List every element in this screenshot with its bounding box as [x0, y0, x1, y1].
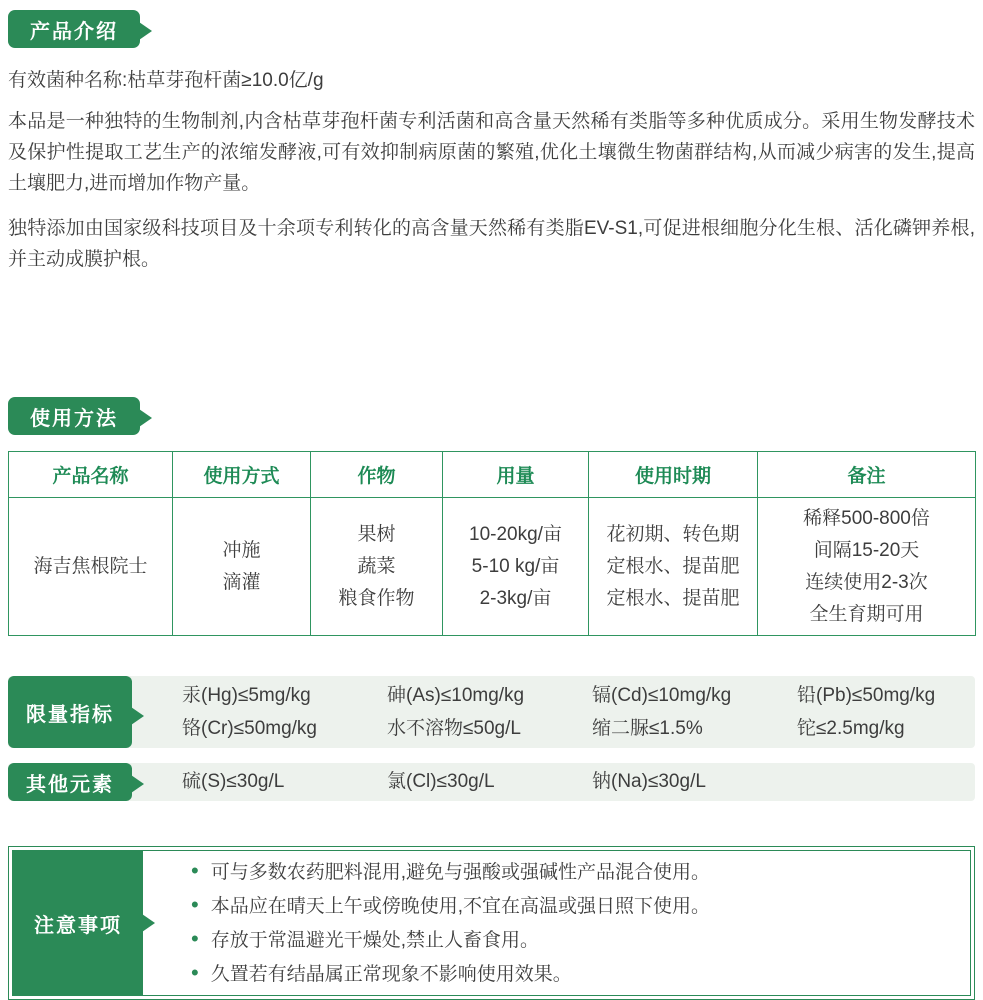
element-value: 氯(Cl)≤30g/L	[387, 771, 495, 792]
crop-line: 蔬菜	[357, 555, 396, 577]
col-header-method: 使用方式	[173, 452, 311, 498]
limit-value: 铊≤2.5mg/kg	[797, 718, 905, 739]
other-elements-badge	[8, 763, 132, 801]
crop-line: 粮食作物	[338, 587, 415, 609]
dosage-line: 2-3kg/亩	[479, 587, 552, 609]
note-line: 间隔15-20天	[813, 539, 920, 561]
limit-value: 缩二脲≤1.5%	[592, 718, 703, 739]
method-line: 滴灌	[222, 571, 261, 593]
notice-box	[8, 846, 975, 1000]
note-line: 连续使用2-3次	[805, 571, 928, 593]
cell-method	[173, 498, 311, 636]
notice-bullet-text: • 存放于常温避光干燥处,禁止人畜食用。	[210, 930, 539, 951]
note-line: 全生育期可用	[809, 603, 924, 625]
cell-product-name: 海吉焦根院士	[9, 498, 173, 636]
limit-value: 水不溶物≤50g/L	[387, 718, 521, 739]
limit-value: 砷(As)≤10mg/kg	[387, 685, 525, 706]
notice-bullet-text: • 久置若有结晶属正常现象不影响使用效果。	[210, 964, 572, 985]
element-value: 硫(S)≤30g/L	[182, 771, 285, 792]
cell-notes	[758, 498, 976, 636]
period-line: 定根水、提苗肥	[606, 555, 740, 577]
notice-badge-label: 注意事项	[34, 914, 122, 937]
notice-badge	[13, 851, 143, 995]
product-intro-badge	[8, 10, 140, 48]
col-header-notes: 备注	[758, 452, 976, 498]
crop-line: 果树	[357, 523, 396, 545]
notice-bullet	[191, 925, 970, 955]
notice-bullet-list	[143, 851, 970, 995]
other-elements-section	[8, 763, 975, 801]
notice-bullet	[191, 891, 970, 921]
intro-paragraph-1: 本品是一种独特的生物制剂,内含枯草芽孢杆菌专利活菌和高含量天然稀有类脂等多种优质成分。采用生物发酵技术及保护性提取工艺生产的浓缩发酵液,可有效抑制病原菌的繁殖,优化土壤微生物菌群结构,从而减少病害的发生,提高土壤肥力,进而增加作物产量。	[8, 111, 975, 194]
limit-value: 镉(Cd)≤10mg/kg	[592, 685, 732, 706]
method-line: 冲施	[222, 539, 261, 561]
element-value: 钠(Na)≤30g/L	[592, 771, 706, 792]
notice-bullet	[191, 959, 970, 989]
limits-section	[8, 676, 975, 748]
limits-badge-label: 限量指标	[26, 703, 114, 726]
cell-dosage	[443, 498, 589, 636]
limits-badge	[8, 676, 132, 748]
cell-period	[589, 498, 758, 636]
usage-table-row	[9, 498, 976, 636]
usage-method-badge-label: 使用方法	[30, 407, 118, 430]
product-intro-badge-label: 产品介绍	[30, 20, 118, 43]
strain-name-line: 有效菌种名称:枯草芽孢杆菌≥10.0亿/g	[8, 70, 324, 91]
dosage-line: 10-20kg/亩	[469, 523, 562, 545]
limit-value: 铬(Cr)≤50mg/kg	[182, 718, 318, 739]
limit-value: 汞(Hg)≤5mg/kg	[182, 685, 311, 706]
usage-table-header-row	[9, 452, 976, 498]
limits-col	[387, 679, 592, 745]
note-line: 稀释500-800倍	[803, 507, 930, 529]
col-header-crops: 作物	[311, 452, 443, 498]
col-header-period: 使用时期	[589, 452, 758, 498]
notice-bullet-text: • 本品应在晴天上午或傍晚使用,不宜在高温或强日照下使用。	[210, 896, 710, 917]
notice-box-inner	[12, 850, 971, 996]
limits-col	[797, 679, 983, 745]
usage-table	[8, 451, 976, 636]
intro-paragraph-2: 独特添加由国家级科技项目及十余项专利转化的高含量天然稀有类脂EV-S1,可促进根细胞分化生根、活化磷钾养根,并主动成膜护根。	[8, 218, 975, 270]
cell-crops	[311, 498, 443, 636]
limit-value: 铅(Pb)≤50mg/kg	[797, 685, 936, 706]
dosage-line: 5-10 kg/亩	[471, 555, 560, 577]
period-line: 定根水、提苗肥	[606, 587, 740, 609]
limits-values	[182, 676, 983, 748]
col-header-dosage: 用量	[443, 452, 589, 498]
other-elements-badge-label: 其他元素	[26, 773, 114, 796]
notice-bullet-text: • 可与多数农药肥料混用,避免与强酸或强碱性产品混合使用。	[210, 862, 710, 883]
usage-method-badge	[8, 397, 140, 435]
notice-bullet	[191, 857, 970, 887]
col-header-product: 产品名称	[9, 452, 173, 498]
period-line: 花初期、转色期	[606, 523, 740, 545]
limits-col	[182, 679, 387, 745]
other-elements-values	[182, 763, 797, 801]
limits-col	[592, 679, 797, 745]
